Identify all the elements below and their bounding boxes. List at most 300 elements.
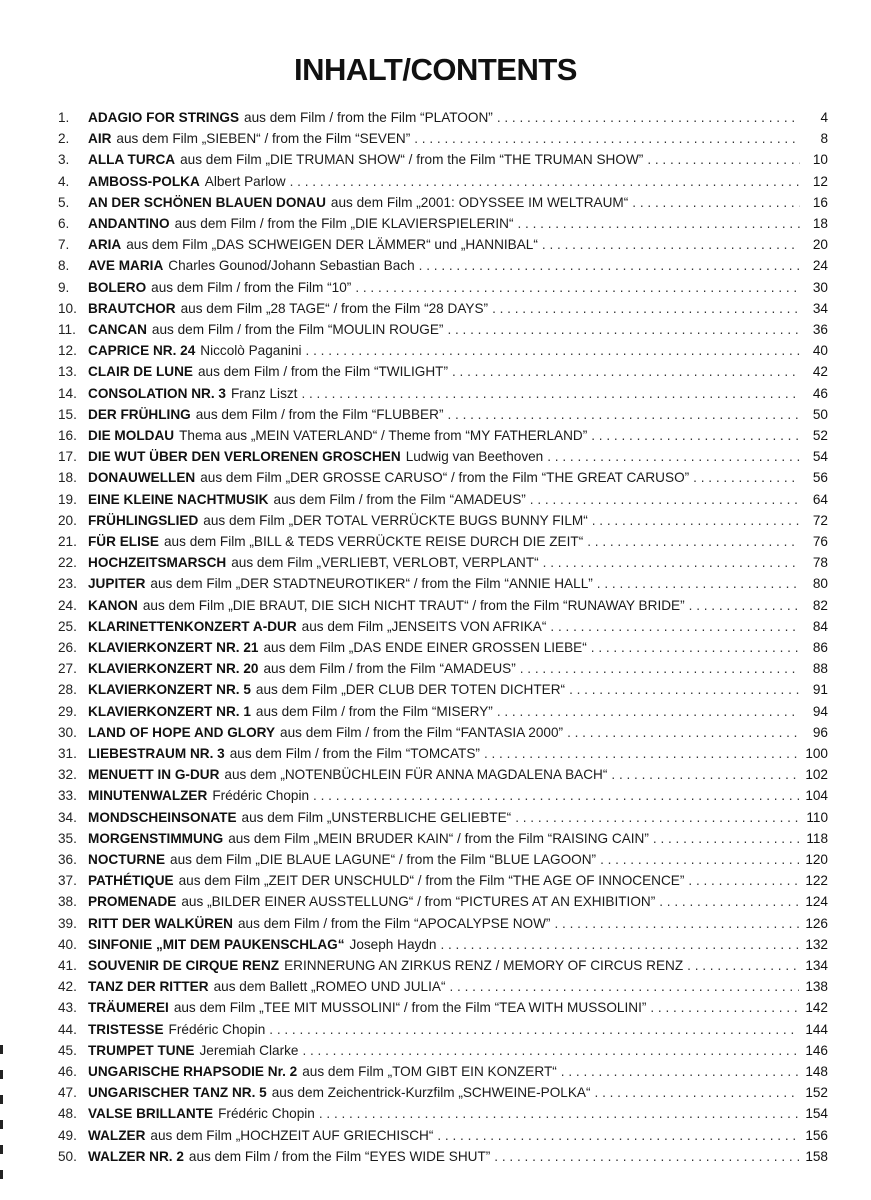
toc-entry — [58, 767, 828, 788]
entry-page-number: 100 — [805, 746, 828, 761]
entry-number: 15. — [58, 406, 77, 422]
entry-page-number: 91 — [812, 682, 828, 698]
entry-number: 41. — [58, 958, 77, 973]
dot-leader — [492, 301, 800, 316]
dot-leader — [447, 322, 800, 337]
toc-entry — [58, 704, 828, 725]
dot-leader — [592, 513, 800, 528]
entry-number: 20. — [58, 512, 77, 528]
toc-entry — [58, 810, 828, 831]
entry-number: 17. — [58, 449, 77, 465]
entry-source: aus dem Film „SIEBEN“ / from the Film “SEVEN” — [116, 131, 411, 147]
entry-title: FRÜHLINGSLIED — [88, 512, 199, 528]
entry-title: KLAVIERKONZERT NR. 1 — [88, 703, 251, 719]
entry-number: 27. — [58, 661, 77, 677]
entry-number: 16. — [58, 428, 77, 443]
entry-number: 49. — [58, 1127, 77, 1143]
entry-page-number: 64 — [812, 491, 828, 507]
entry-page-number: 96 — [812, 724, 828, 740]
entry-source: aus dem Film „MEIN BRUDER KAIN“ / from the Film “RAISING CAIN” — [228, 830, 649, 846]
entry-title: PATHÉTIQUE — [88, 873, 174, 889]
entry-title: ALLA TURCA — [88, 152, 176, 168]
entry-number: 44. — [58, 1021, 77, 1037]
entry-page-number: 152 — [805, 1085, 828, 1101]
dot-leader — [447, 407, 800, 422]
entry-source: Niccolò Paganini — [200, 343, 302, 359]
entry-number: 32. — [58, 767, 77, 783]
dot-leader — [689, 598, 800, 613]
dot-leader — [355, 280, 800, 295]
entry-source: Jeremiah Clarke — [199, 1042, 299, 1058]
entry-page-number: 10 — [812, 152, 828, 168]
entry-page-number: 134 — [805, 958, 828, 973]
entry-page-number: 154 — [805, 1106, 828, 1122]
entry-number: 47. — [58, 1085, 77, 1101]
dot-leader — [530, 492, 800, 507]
dot-leader — [587, 534, 800, 549]
entry-number: 22. — [58, 555, 77, 571]
dot-leader — [591, 428, 800, 443]
entry-source: ERINNERUNG AN ZIRKUS RENZ / MEMORY OF CIRCUS RENZ — [284, 958, 684, 973]
entry-source: aus dem Film / from the Film “EYES WIDE SHUT” — [188, 1148, 491, 1164]
entry-title: MORGENSTIMMUNG — [88, 830, 224, 846]
entry-page-number: 24 — [812, 258, 828, 274]
entry-source: aus dem Film „ZEIT DER UNSCHULD“ / from the Film “THE AGE OF INNOCENCE” — [178, 873, 685, 889]
entry-source: aus dem Film / from the Film “AMADEUS” — [273, 491, 526, 507]
entry-number: 35. — [58, 830, 77, 846]
entry-number: 2. — [58, 131, 70, 147]
entry-page-number: 46 — [812, 385, 828, 401]
entry-number: 28. — [58, 682, 77, 698]
entry-title: LIEBESTRAUM NR. 3 — [88, 746, 225, 761]
entry-number: 29. — [58, 703, 77, 719]
dot-leader — [550, 619, 800, 634]
toc-entry — [58, 216, 828, 237]
entry-page-number: 40 — [812, 343, 828, 359]
entry-title: DIE WUT ÜBER DEN VERLORENEN GROSCHEN — [88, 449, 401, 465]
entry-source: aus dem Film / from the Film “TOMCATS” — [229, 746, 480, 761]
edge-mark — [0, 1170, 3, 1179]
dot-leader — [484, 746, 799, 761]
entry-number: 30. — [58, 724, 77, 740]
entry-source: aus „BILDER EINER AUSSTELLUNG“ / from “PICTURES AT AN EXHIBITION” — [181, 894, 656, 910]
entry-title: JUPITER — [88, 576, 146, 592]
entry-page-number: 124 — [805, 894, 828, 910]
toc-entry — [58, 873, 828, 894]
entry-page-number: 52 — [812, 428, 828, 443]
entry-source: aus dem Film „HOCHZEIT AUF GRIECHISCH“ — [150, 1127, 434, 1143]
toc-entry — [58, 916, 828, 937]
entry-source: aus dem Film / from the Film “APOCALYPSE NOW” — [238, 915, 551, 931]
dot-leader — [650, 1000, 799, 1015]
entry-source: aus dem Film „DIE BLAUE LAGUNE“ / from the Film “BLUE LAGOON” — [170, 852, 597, 867]
entry-source: aus dem Film „DAS ENDE EINER GROSSEN LIEBE“ — [263, 640, 587, 655]
toc-entry — [58, 576, 828, 597]
dot-leader — [269, 1022, 799, 1037]
dot-leader — [494, 1149, 799, 1164]
entry-source: aus dem Zeichentrick-Kurzfilm „SCHWEINE-POLKA“ — [271, 1085, 591, 1101]
entry-title: AIR — [88, 131, 112, 147]
toc-entry — [58, 682, 828, 703]
entry-number: 5. — [58, 194, 70, 210]
toc-entry — [58, 1106, 828, 1127]
entry-source: aus dem Film / from the Film „DIE KLAVIERSPIELERIN“ — [174, 216, 514, 231]
dot-leader — [497, 704, 800, 719]
entry-title: MONDSCHEINSONATE — [88, 809, 237, 825]
dot-leader — [437, 1128, 799, 1143]
dot-leader — [419, 258, 800, 273]
entry-number: 9. — [58, 279, 70, 295]
entry-page-number: 78 — [812, 555, 828, 571]
entry-source: Frédéric Chopin — [212, 788, 310, 804]
entry-source: Ludwig van Beethoven — [405, 449, 544, 465]
entry-page-number: 102 — [805, 767, 828, 783]
dot-leader — [313, 788, 799, 803]
entry-page-number: 36 — [812, 322, 828, 337]
entry-source: aus dem Ballett „ROMEO UND JULIA“ — [213, 979, 446, 995]
entry-title: CONSOLATION NR. 3 — [88, 385, 226, 401]
edge-mark — [0, 1095, 3, 1104]
entry-title: LAND OF HOPE AND GLORY — [88, 724, 276, 740]
entry-page-number: 80 — [812, 576, 828, 592]
entry-page-number: 156 — [805, 1127, 828, 1143]
entry-title: ANDANTINO — [88, 216, 170, 231]
entry-title: ADAGIO FOR STRINGS — [88, 110, 240, 125]
dot-leader — [497, 110, 800, 125]
entry-source: Frédéric Chopin — [168, 1021, 266, 1037]
entry-title: KLAVIERKONZERT NR. 20 — [88, 661, 259, 677]
entry-title: WALZER NR. 2 — [88, 1148, 184, 1164]
entry-title: TRUMPET TUNE — [88, 1042, 195, 1058]
entry-page-number: 82 — [812, 597, 828, 613]
entry-page-number: 16 — [812, 194, 828, 210]
entry-page-number: 8 — [820, 131, 828, 147]
entry-source: aus dem Film / from the Film “FANTASIA 2000” — [280, 724, 564, 740]
dot-leader — [659, 894, 799, 909]
toc-entry — [58, 1149, 828, 1170]
entry-title: BRAUTCHOR — [88, 300, 176, 316]
dot-leader — [414, 131, 800, 146]
dot-leader — [452, 364, 800, 379]
entry-page-number: 12 — [812, 173, 828, 189]
toc-entry — [58, 195, 828, 216]
dot-leader — [591, 640, 800, 655]
dot-leader — [319, 1106, 799, 1121]
entry-page-number: 158 — [805, 1148, 828, 1164]
toc-entry — [58, 322, 828, 343]
dot-leader — [693, 470, 800, 485]
toc-entry — [58, 110, 828, 131]
entry-title: UNGARISCHER TANZ NR. 5 — [88, 1085, 267, 1101]
entry-number: 23. — [58, 576, 77, 592]
entry-source: aus dem Film „DER GROSSE CARUSO“ / from the Film “THE GREAT CARUSO” — [200, 470, 690, 486]
edge-mark — [0, 1045, 3, 1054]
edge-mark — [0, 1145, 3, 1154]
entry-title: AMBOSS-POLKA — [88, 173, 200, 189]
entry-title: TRÄUMEREI — [88, 1000, 169, 1016]
toc-entry — [58, 364, 828, 385]
toc-entry — [58, 449, 828, 470]
entry-number: 6. — [58, 216, 70, 231]
toc-entry — [58, 958, 828, 979]
entry-number: 48. — [58, 1106, 77, 1122]
entry-page-number: 104 — [805, 788, 828, 804]
entry-page-number: 30 — [812, 279, 828, 295]
dot-leader — [688, 873, 799, 888]
entry-source: Franz Liszt — [230, 385, 298, 401]
dot-leader — [440, 937, 799, 952]
entry-source: aus dem Film „JENSEITS VON AFRIKA“ — [301, 618, 547, 634]
toc-entry — [58, 237, 828, 258]
toc-entry — [58, 492, 828, 513]
page-title: INHALT/CONTENTS — [294, 52, 577, 87]
toc-entry — [58, 280, 828, 301]
entry-number: 50. — [58, 1148, 77, 1164]
entry-number: 46. — [58, 1064, 77, 1079]
entry-source: aus dem Film „VERLIEBT, VERLOBT, VERPLANT“ — [231, 555, 539, 571]
entry-title: KLARINETTENKONZERT A-DUR — [88, 618, 297, 634]
toc-entry — [58, 598, 828, 619]
dot-leader — [302, 1043, 799, 1058]
entry-title: NOCTURNE — [88, 852, 166, 867]
entry-source: aus dem Film / from the Film “PLATOON” — [244, 110, 493, 125]
dot-leader — [306, 343, 800, 358]
dot-leader — [520, 661, 800, 676]
entry-source: aus dem Film „TEE MIT MUSSOLINI“ / from the Film “TEA WITH MUSSOLINI” — [173, 1000, 647, 1016]
entry-page-number: 118 — [806, 830, 828, 846]
entry-title: EINE KLEINE NACHTMUSIK — [88, 491, 269, 507]
toc-entry — [58, 661, 828, 682]
entry-number: 8. — [58, 258, 70, 274]
dot-leader — [567, 725, 800, 740]
toc-entry — [58, 1064, 828, 1085]
entry-number: 21. — [58, 534, 77, 549]
entry-number: 38. — [58, 894, 77, 910]
entry-page-number: 110 — [806, 809, 828, 825]
entry-source: aus dem Film / from the Film “MOULIN ROUGE” — [151, 322, 444, 337]
entry-title: DONAUWELLEN — [88, 470, 196, 486]
entry-title: PROMENADE — [88, 894, 177, 910]
toc-entry — [58, 470, 828, 491]
toc-entry — [58, 1022, 828, 1043]
entry-page-number: 148 — [805, 1064, 828, 1079]
entry-number: 18. — [58, 470, 77, 486]
entry-source: aus dem Film „UNSTERBLICHE GELIEBTE“ — [241, 809, 512, 825]
dot-leader — [543, 555, 800, 570]
edge-mark — [0, 1120, 3, 1129]
toc-entry — [58, 343, 828, 364]
entry-page-number: 132 — [805, 936, 828, 952]
entry-title: DER FRÜHLING — [88, 406, 191, 422]
entry-number: 33. — [58, 788, 77, 804]
entry-title: RITT DER WALKÜREN — [88, 915, 233, 931]
dot-leader — [597, 576, 800, 591]
entry-number: 12. — [58, 343, 77, 359]
entry-title: KANON — [88, 597, 138, 613]
toc-entry — [58, 937, 828, 958]
entry-title: AVE MARIA — [88, 258, 164, 274]
entry-title: MENUETT IN G-DUR — [88, 767, 220, 783]
entry-title: SOUVENIR DE CIRQUE RENZ — [88, 958, 280, 973]
entry-number: 11. — [58, 322, 76, 337]
toc-entry — [58, 513, 828, 534]
dot-leader — [632, 195, 800, 210]
entry-number: 19. — [58, 491, 77, 507]
entry-page-number: 122 — [805, 873, 828, 889]
dot-leader — [653, 831, 800, 846]
toc-entry — [58, 831, 828, 852]
entry-number: 36. — [58, 852, 77, 867]
dot-leader — [554, 916, 799, 931]
dot-leader — [301, 386, 800, 401]
entry-source: aus dem Film „DIE BRAUT, DIE SICH NICHT TRAUT“ / from the Film “RUNAWAY BRIDE” — [142, 597, 685, 613]
entry-page-number: 146 — [805, 1042, 828, 1058]
entry-source: aus dem Film „DER STADTNEUROTIKER“ / from the Film “ANNIE HALL” — [150, 576, 593, 592]
entry-number: 45. — [58, 1042, 77, 1058]
entry-page-number: 144 — [805, 1021, 828, 1037]
entry-source: aus dem Film „BILL & TEDS VERRÜCKTE REISE DURCH DIE ZEIT“ — [164, 534, 584, 549]
entry-title: UNGARISCHE RHAPSODIE Nr. 2 — [88, 1064, 298, 1079]
toc-entry — [58, 386, 828, 407]
entry-title: DIE MOLDAU — [88, 428, 175, 443]
entry-source: aus dem Film / from the Film “FLUBBER” — [195, 406, 444, 422]
entry-source: aus dem Film / from the Film “MISERY” — [255, 703, 493, 719]
entry-source: aus dem „NOTENBÜCHLEIN FÜR ANNA MAGDALENA BACH“ — [224, 767, 608, 783]
dot-leader — [547, 449, 800, 464]
entry-number: 39. — [58, 915, 77, 931]
entry-source: aus dem Film / from the Film “AMADEUS” — [263, 661, 516, 677]
entry-number: 42. — [58, 979, 77, 995]
entry-title: AN DER SCHÖNEN BLAUEN DONAU — [88, 194, 326, 210]
dot-leader — [687, 958, 799, 973]
dot-leader — [290, 174, 800, 189]
toc-entry — [58, 1000, 828, 1021]
toc-entry — [58, 428, 828, 449]
entry-number: 4. — [58, 173, 70, 189]
entry-page-number: 94 — [812, 703, 828, 719]
dot-leader — [611, 767, 799, 782]
entry-page-number: 42 — [812, 364, 828, 380]
entry-page-number: 120 — [805, 852, 828, 867]
entry-source: Joseph Haydn — [349, 936, 437, 952]
entry-page-number: 84 — [812, 618, 828, 634]
entry-title: VALSE BRILLANTE — [88, 1106, 214, 1122]
entry-page-number: 138 — [805, 979, 828, 995]
entry-number: 7. — [58, 237, 70, 253]
entry-number: 10. — [58, 300, 77, 316]
dot-leader — [600, 852, 799, 867]
toc-entry — [58, 301, 828, 322]
toc-entry — [58, 619, 828, 640]
dot-leader — [595, 1085, 800, 1100]
toc-entry — [58, 852, 828, 873]
entry-title: SINFONIE „MIT DEM PAUKENSCHLAG“ — [88, 936, 345, 952]
entry-page-number: 72 — [812, 512, 828, 528]
entry-page-number: 50 — [812, 406, 828, 422]
entry-source: aus dem Film / from the Film “TWILIGHT” — [197, 364, 448, 380]
toc-entry — [58, 1128, 828, 1149]
entry-title: HOCHZEITSMARSCH — [88, 555, 227, 571]
toc-entry — [58, 1043, 828, 1064]
entry-title: WALZER — [88, 1127, 146, 1143]
entry-number: 24. — [58, 597, 77, 613]
entry-number: 3. — [58, 152, 70, 168]
entry-title: CAPRICE NR. 24 — [88, 343, 196, 359]
toc-entry — [58, 534, 828, 555]
entry-source: aus dem Film „TOM GIBT EIN KONZERT“ — [302, 1064, 557, 1079]
entry-title: KLAVIERKONZERT NR. 21 — [88, 640, 259, 655]
entry-number: 37. — [58, 873, 77, 889]
edge-mark — [0, 1070, 3, 1079]
entry-title: MINUTENWALZER — [88, 788, 208, 804]
entry-source: Charles Gounod/Johann Sebastian Bach — [168, 258, 415, 274]
entry-title: BOLERO — [88, 279, 147, 295]
entry-number: 40. — [58, 936, 77, 952]
entry-number: 25. — [58, 618, 77, 634]
entry-number: 14. — [58, 385, 77, 401]
dot-leader — [561, 1064, 800, 1079]
toc-entry — [58, 788, 828, 809]
entry-page-number: 20 — [812, 237, 828, 253]
entry-page-number: 34 — [812, 300, 828, 316]
entry-page-number: 4 — [820, 110, 828, 125]
entry-page-number: 88 — [812, 661, 828, 677]
entry-source: aus dem Film „DER CLUB DER TOTEN DICHTER“ — [255, 682, 566, 698]
entry-title: FÜR ELISE — [88, 534, 159, 549]
dot-leader — [542, 237, 800, 252]
toc-entry — [58, 174, 828, 195]
entry-page-number: 56 — [812, 470, 828, 486]
entry-source: Albert Parlow — [204, 173, 286, 189]
entry-page-number: 76 — [812, 534, 828, 549]
entry-source: aus dem Film „DAS SCHWEIGEN DER LÄMMER“ und „HANNIBAL“ — [126, 237, 538, 253]
entry-source: Frédéric Chopin — [218, 1106, 315, 1122]
entry-number: 43. — [58, 1000, 77, 1016]
dot-leader — [569, 682, 800, 697]
entry-number: 31. — [58, 746, 77, 761]
dot-leader — [449, 979, 799, 994]
toc-entry — [58, 725, 828, 746]
entry-source: Thema aus „MEIN VATERLAND“ / Theme from “MY FATHERLAND” — [179, 428, 588, 443]
entry-page-number: 126 — [805, 915, 828, 931]
entry-page-number: 54 — [812, 449, 828, 465]
entry-source: aus dem Film „DER TOTAL VERRÜCKTE BUGS BUNNY FILM“ — [203, 512, 588, 528]
dot-leader — [517, 216, 800, 231]
entry-title: TRISTESSE — [88, 1021, 164, 1037]
entry-title: CANCAN — [88, 322, 147, 337]
entry-page-number: 86 — [812, 640, 828, 655]
entry-title: CLAIR DE LUNE — [88, 364, 193, 380]
toc-entry — [58, 152, 828, 173]
dot-leader — [647, 152, 800, 167]
entry-page-number: 142 — [805, 1000, 828, 1016]
toc-entry — [58, 258, 828, 279]
toc-entry — [58, 640, 828, 661]
toc-entry — [58, 555, 828, 576]
entry-number: 13. — [58, 364, 77, 380]
entry-source: aus dem Film „2001: ODYSSEE IM WELTRAUM“ — [330, 194, 629, 210]
entry-title: ARIA — [88, 237, 122, 253]
entry-title: TANZ DER RITTER — [88, 979, 209, 995]
entry-source: aus dem Film „DIE TRUMAN SHOW“ / from the Film “THE TRUMAN SHOW” — [180, 152, 644, 168]
entry-title: KLAVIERKONZERT NR. 5 — [88, 682, 251, 698]
entry-source: aus dem Film / from the Film “10” — [151, 279, 352, 295]
toc-entry — [58, 979, 828, 1000]
toc-entry — [58, 746, 828, 767]
entry-number: 34. — [58, 809, 77, 825]
dot-leader — [515, 810, 800, 825]
toc-entry — [58, 1085, 828, 1106]
